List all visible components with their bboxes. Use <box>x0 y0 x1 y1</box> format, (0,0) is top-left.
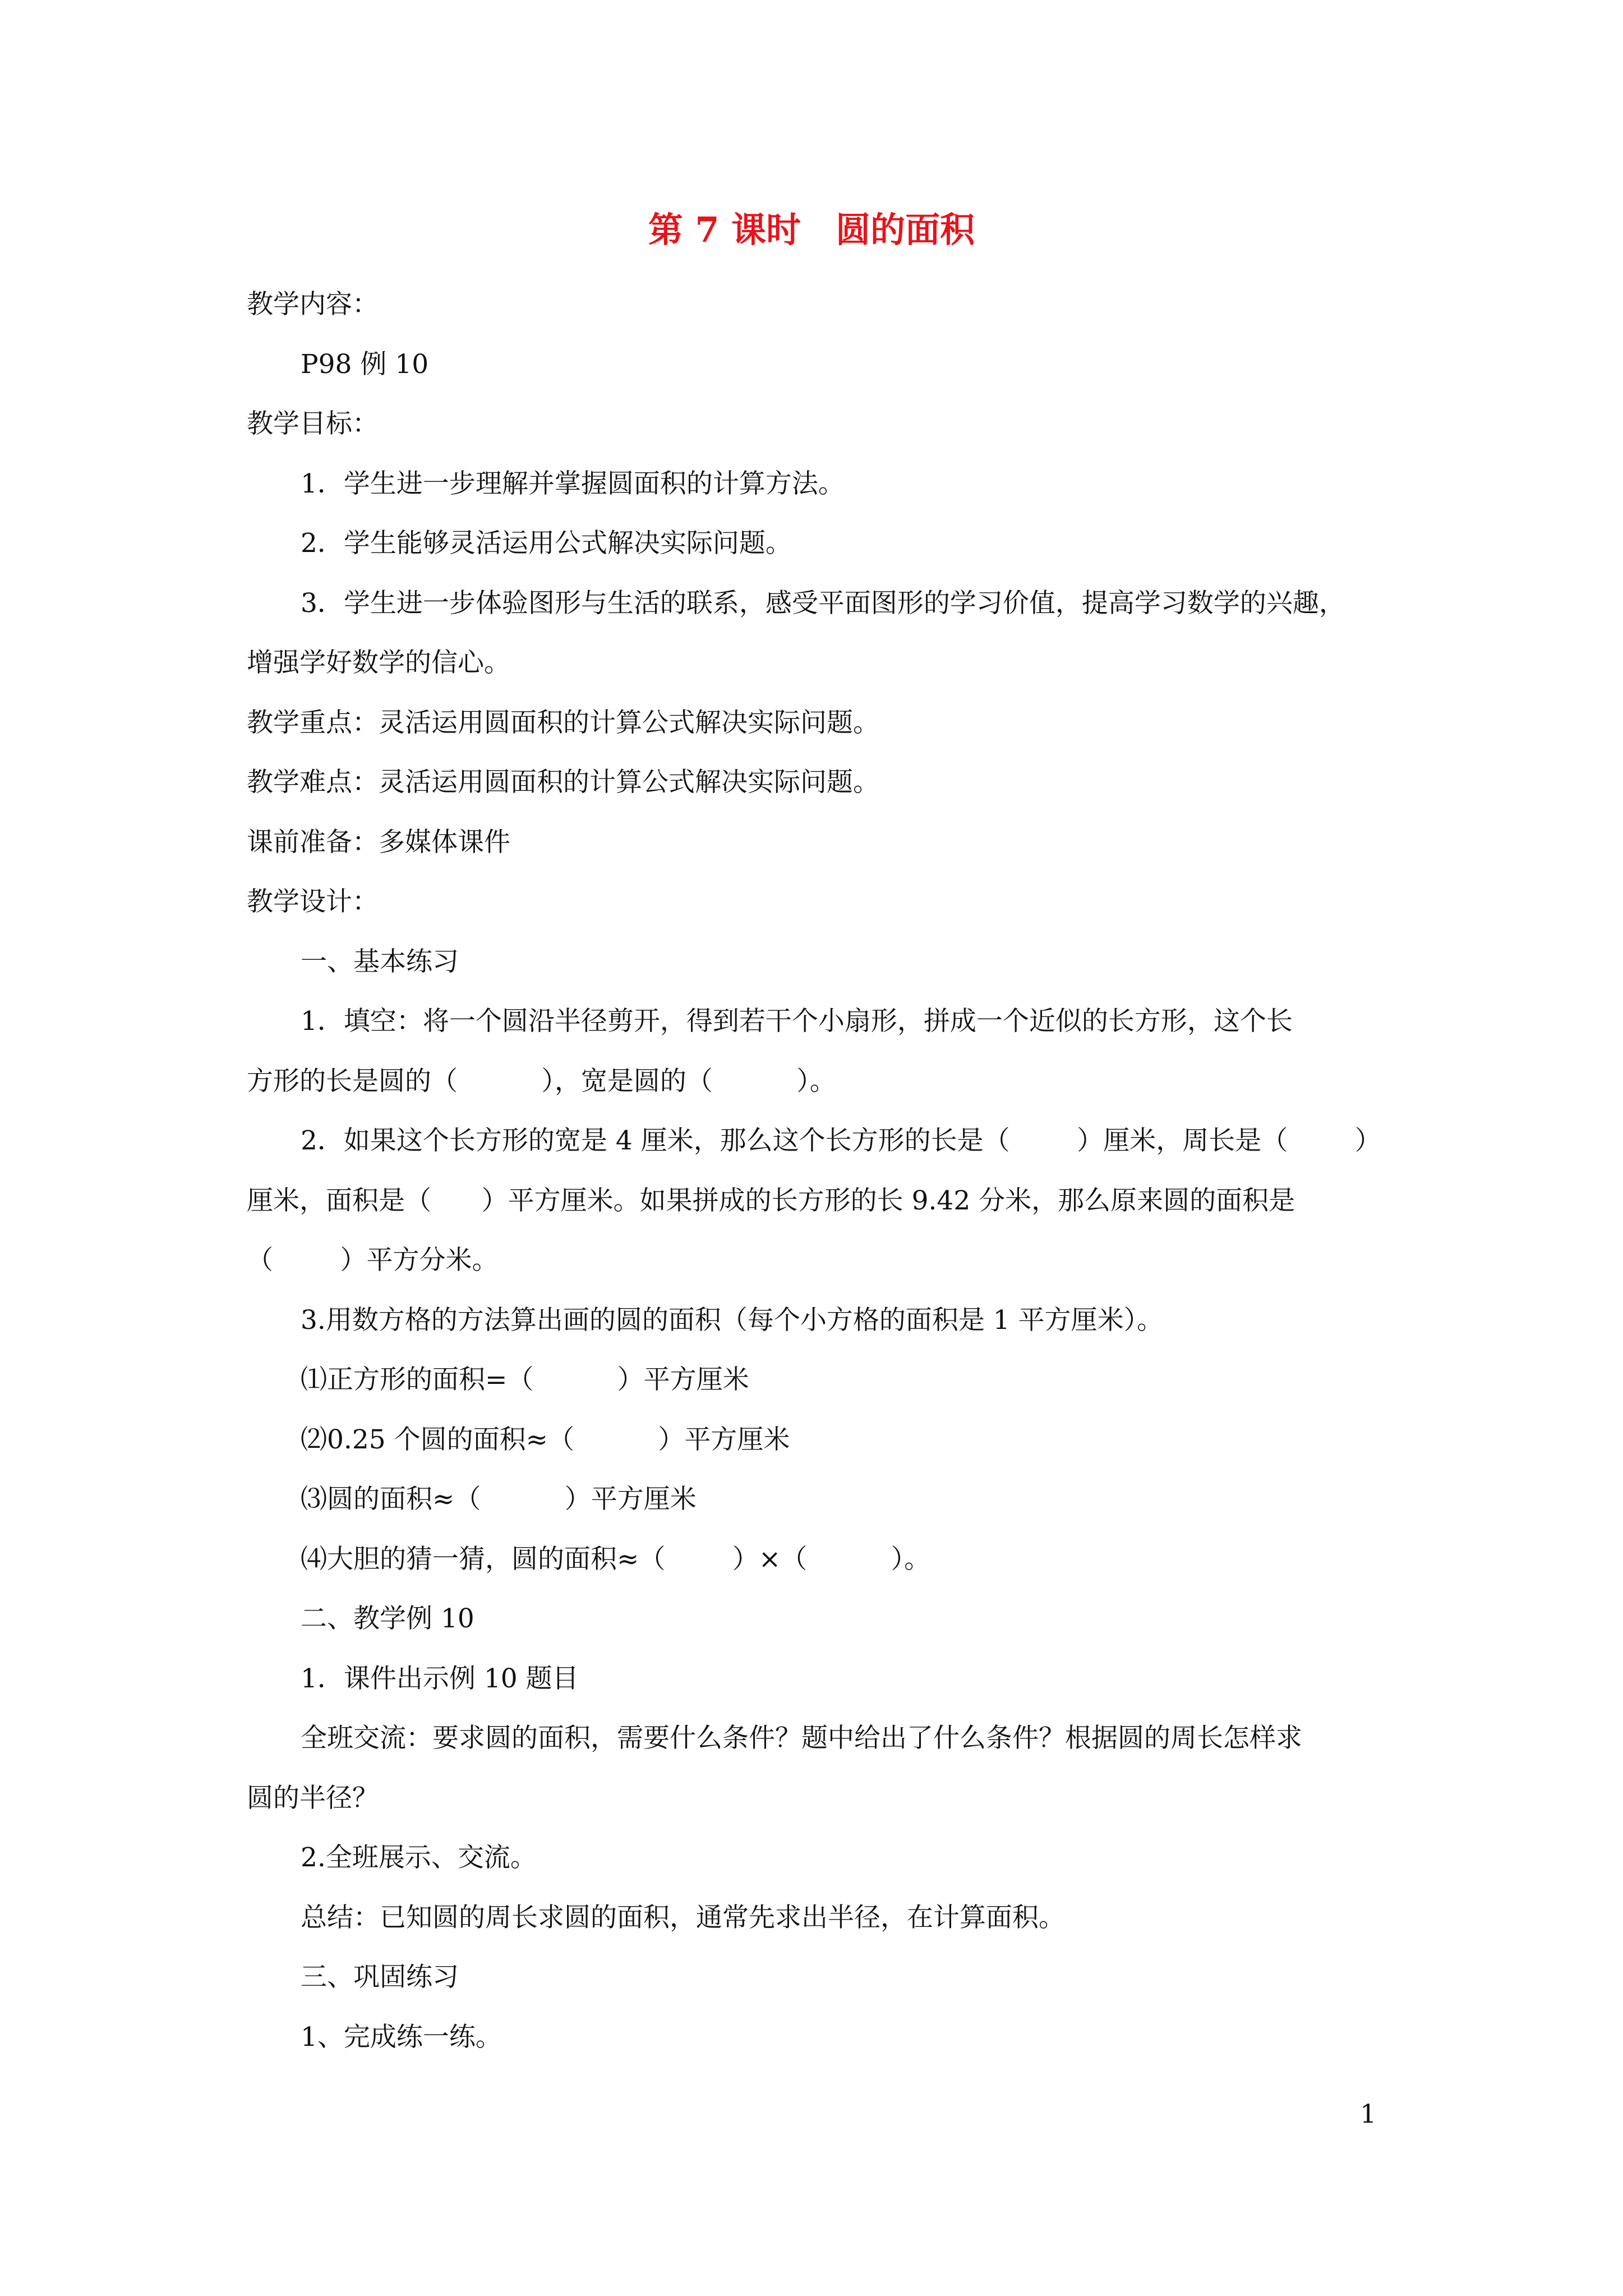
text-line: 1．填空：将一个圆沿半径剪开，得到若干个小扇形，拼成一个近似的长方形，这个长 <box>301 1006 1293 1037</box>
text-line: P98 例 10 <box>301 348 429 380</box>
text-line: ⑵0.25 个圆的面积≈（ ）平方厘米 <box>301 1424 790 1455</box>
text-line: （ ）平方分米。 <box>247 1245 499 1276</box>
page-number: 1 <box>1360 2099 1377 2129</box>
text-line: 课前准备：多媒体课件 <box>247 826 510 858</box>
text-line: 教学难点：灵活运用圆面积的计算公式解决实际问题。 <box>247 767 879 798</box>
text-line: 1、完成练一练。 <box>301 2021 502 2053</box>
page-title: 第 7 课时 圆的面积 <box>648 209 975 250</box>
text-line: 增强学好数学的信心。 <box>247 647 510 678</box>
text-line: 二、教学例 10 <box>301 1603 474 1634</box>
text-line: 1．学生进一步理解并掌握圆面积的计算方法。 <box>301 468 845 499</box>
text-line: 教学目标： <box>247 408 379 439</box>
text-line: 2．如果这个长方形的宽是 4 厘米，那么这个长方形的长是（ ）厘米，周长是（ ） <box>301 1125 1381 1156</box>
document-body <box>247 275 1469 2067</box>
text-line: 教学设计： <box>247 886 379 917</box>
text-line: ⑴正方形的面积=（ ）平方厘米 <box>301 1364 749 1395</box>
text-line: ⑷大胆的猜一猜，圆的面积≈（ ）×（ ）。 <box>301 1543 931 1575</box>
text-line: 总结：已知圆的周长求圆的面积，通常先求出半径，在计算面积。 <box>301 1902 1065 1933</box>
text-line: 教学重点：灵活运用圆面积的计算公式解决实际问题。 <box>247 707 879 738</box>
text-line: 全班交流：要求圆的面积，需要什么条件？题中给出了什么条件？根据圆的周长怎样求 <box>301 1723 1302 1754</box>
text-line: 圆的半径？ <box>247 1782 379 1814</box>
text-line: 3.用数方格的方法算出画的圆的面积（每个小方格的面积是 1 平方厘米）。 <box>301 1304 1164 1336</box>
text-line: ⑶圆的面积≈（ ）平方厘米 <box>301 1484 697 1515</box>
text-line: 1．课件出示例 10 题目 <box>301 1663 579 1694</box>
text-line: 厘米，面积是（ ）平方厘米。如果拼成的长方形的长 9.42 分米，那么原来圆的面积是 <box>247 1185 1295 1216</box>
text-line: 2.全班展示、交流。 <box>301 1842 537 1873</box>
text-line: 教学内容： <box>247 289 379 320</box>
text-line: 3．学生进一步体验图形与生活的联系，感受平面图形的学习价值，提高学习数学的兴趣， <box>301 587 1345 619</box>
text-line: 三、巩固练习 <box>301 1962 459 1993</box>
text-line: 一、基本练习 <box>301 946 459 977</box>
text-line: 方形的长是圆的（ ），宽是圆的（ ）。 <box>247 1065 836 1097</box>
text-line: 2．学生能够灵活运用公式解决实际问题。 <box>301 528 792 559</box>
